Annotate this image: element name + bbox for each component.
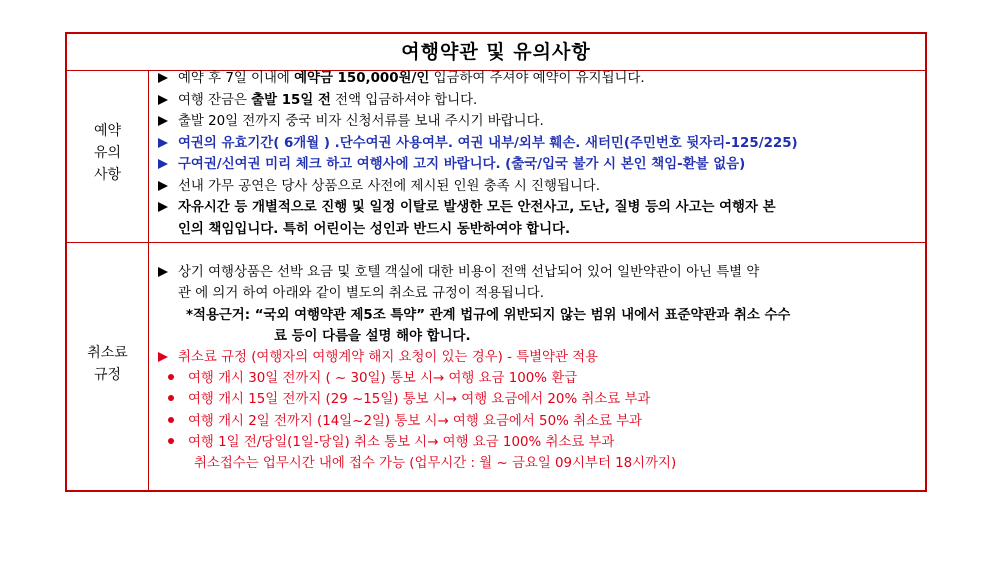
section2-basis-line: 료 등이 다름을 설명 해야 합니다. (274, 329, 471, 344)
triangle-bullet-icon (158, 202, 168, 212)
notice-text: 여행 잔금은 (178, 92, 252, 108)
triangle-bullet-icon (158, 159, 168, 169)
notice-item (158, 111, 918, 133)
notice-text: 구여권/신여권 미리 체크 하고 여행사에 고지 바랍니다. (출국/입국 불가 시 본인 책임-환불 없음) (178, 157, 746, 172)
triangle-bullet-icon (158, 352, 168, 362)
dot-bullet-icon (168, 395, 174, 401)
terms-table (65, 32, 927, 492)
notice-item (158, 90, 918, 112)
notice-item (158, 176, 918, 198)
notice-text: 입금하여 주셔야 예약이 유지됩니다. (429, 71, 645, 86)
section1-label (67, 120, 148, 186)
notice-text: 자유시간 등 개별적으로 진행 및 일정 이탈로 발생한 모든 안전사고, 도난, 질병 등의 사고는 여행자 본 (178, 200, 776, 215)
cancel-rule-header: 취소료 규정 (여행자의 여행계약 해지 요청이 있는 경우) - 특별약관 적용 (158, 347, 918, 369)
table-title: 여행약관 및 유의사항 (67, 34, 925, 71)
notice-text: 예약 후 7일 이내에 (178, 71, 295, 86)
triangle-bullet-icon (158, 267, 168, 277)
section2-label-line: 규정 (93, 367, 122, 383)
triangle-bullet-icon (158, 181, 168, 191)
notice-text: 인의 책임입니다. 특히 어린이는 성인과 반드시 동반하여야 합니다. (178, 221, 571, 237)
section2-intro-line: 관 에 의거 하여 아래와 같이 별도의 취소료 규정이 적용됩니다. (178, 286, 544, 301)
section2-basis-line: *적용근거: “국외 여행약관 제5조 특약” 관계 법규에 위반되지 않는 범위 내에서 표준약관과 취소 수수 (186, 308, 791, 323)
cancel-rule: 여행 개시 15일 전까지 (29 ~15일) 통보 시→ 여행 요금에서 20% 취소료 부과 (158, 389, 918, 411)
notice-item (158, 154, 918, 176)
triangle-bullet-icon (158, 138, 168, 148)
notice-text: 여권의 유효기간( 6개월 ) .단수여권 사용여부. 여권 내부/외부 훼손. 새터민(주민번호 뒷자리-125/225) (178, 135, 798, 151)
section2-label-line: 취소료 (87, 345, 128, 361)
dot-bullet-icon (168, 417, 174, 423)
triangle-bullet-icon (158, 95, 168, 105)
notice-text: 출발 15일 전 (251, 92, 331, 108)
notice-item (158, 197, 918, 219)
notice-item (158, 68, 918, 90)
notice-text: 예약금 150,000원/인 (294, 71, 430, 86)
section2-intro-line: 상기 여행상품은 선박 요금 및 호텔 객실에 대한 비용이 전액 선납되어 있어 일반약관이 아닌 특별 약 (158, 262, 918, 284)
cancel-rule: 여행 개시 30일 전까지 ( ~ 30일) 통보 시→ 여행 요금 100% 환급 (158, 368, 918, 390)
notice-text: 선내 가무 공연은 당사 상품으로 사전에 제시된 인원 충족 시 진행됩니다. (178, 178, 600, 194)
triangle-bullet-icon (158, 73, 168, 83)
cancel-rule: 여행 1일 전/당일(1일-당일) 취소 통보 시→ 여행 요금 100% 취소료 부과 (158, 432, 918, 454)
section2-label (67, 342, 148, 386)
section1-label-line: 유의 (93, 145, 122, 161)
triangle-bullet-icon (158, 116, 168, 126)
cancel-footer: 취소접수는 업무시간 내에 접수 가능 (업무시간 : 월 ~ 금요일 09시부터 18시까지) (194, 456, 677, 471)
section1-label-line: 예약 (93, 123, 122, 139)
dot-bullet-icon (168, 438, 174, 444)
row-divider (67, 242, 925, 243)
cancel-rule: 여행 개시 2일 전까지 (14일~2일) 통보 시→ 여행 요금에서 50% 취소료 부과 (158, 411, 918, 433)
notice-item (158, 133, 918, 155)
section1-label-line: 사항 (93, 167, 122, 183)
dot-bullet-icon (168, 374, 174, 380)
notice-item-continuation (158, 219, 918, 241)
notice-text: 전액 입금하셔야 합니다. (330, 92, 478, 108)
notice-text: 출발 20일 전까지 중국 비자 신청서류를 보내 주시기 바랍니다. (178, 114, 544, 129)
column-divider (148, 70, 149, 490)
